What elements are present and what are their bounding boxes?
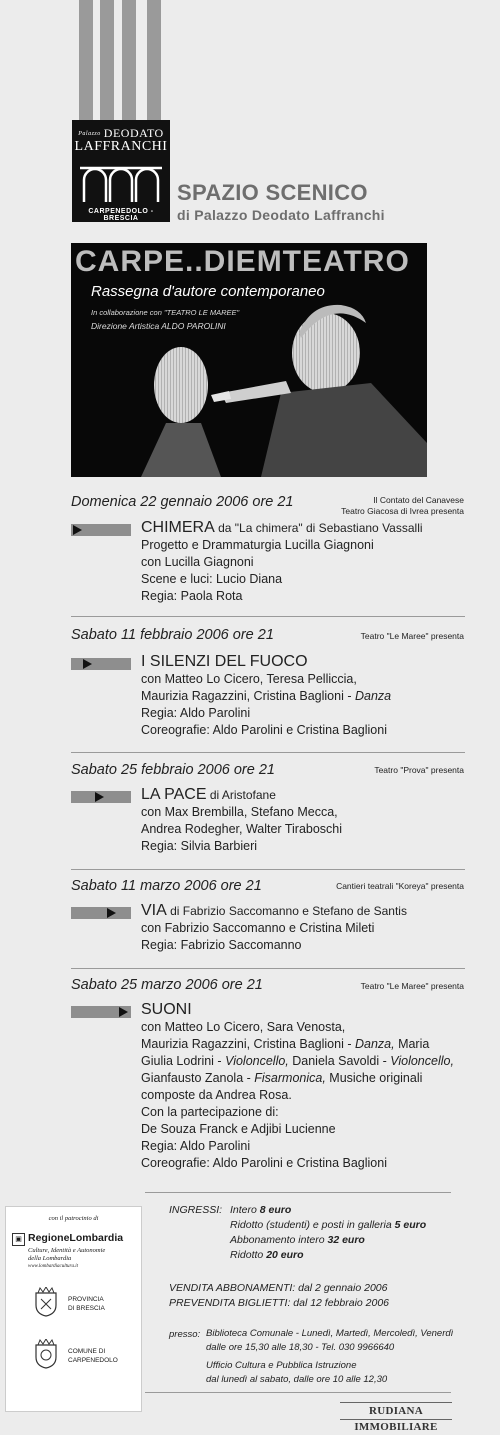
event-marker xyxy=(71,524,131,536)
event-presenter xyxy=(336,881,464,892)
event-line: Coreografie: Aldo Parolini e Cristina Baglioni xyxy=(141,1156,387,1170)
event-details xyxy=(141,653,391,739)
presso-line: dal lunedì al sabato, dalle ore 10 alle 12,30 xyxy=(206,1374,388,1385)
event-line: Regia: Aldo Parolini xyxy=(141,1139,251,1153)
ticket-line: Ridotto (studenti) e posti in galleria 5 euro xyxy=(230,1219,427,1231)
event-details xyxy=(141,519,423,605)
presenter-line: Teatro "Prova" presenta xyxy=(374,765,464,775)
event-marker xyxy=(71,658,131,670)
event-date: Sabato 25 febbraio 2006 ore 21 xyxy=(71,762,275,778)
presso-line: dalle ore 15,30 alle 18,30 - Tel. 030 9966640 xyxy=(206,1342,395,1353)
event-line: Coreografie: Aldo Parolini e Cristina Baglioni xyxy=(141,723,387,737)
arches-icon xyxy=(80,162,162,204)
divider xyxy=(145,1192,451,1193)
comune-line: CARPENEDOLO xyxy=(68,1357,118,1364)
event-date: Sabato 25 marzo 2006 ore 21 xyxy=(71,977,263,993)
presso-details xyxy=(206,1327,453,1387)
tickets-label: INGRESSI: xyxy=(169,1204,223,1216)
region-line: della Lombardia xyxy=(28,1255,72,1262)
logo-line1: DEODATO xyxy=(103,126,164,140)
event-line: con Max Brembilla, Stefano Mecca, xyxy=(141,805,338,819)
presenter-line: Teatro "Le Maree" presenta xyxy=(360,631,464,641)
event-line: con Lucilla Giagnoni xyxy=(141,555,254,569)
play-arrow-icon xyxy=(83,659,92,669)
event-line: Gianfausto Zanola - Fisarmonica, Musiche originali xyxy=(141,1071,423,1085)
event-marker xyxy=(71,907,131,919)
logo-line2: LAFFRANCHI xyxy=(74,139,168,154)
region-line: Culture, Identità e Autonomie xyxy=(28,1247,106,1254)
poster-collaboration: In collaborazione con "TEATRO LE MAREE" xyxy=(91,308,240,317)
event-line: Giulia Lodrini - Violoncello, Daniela Savoldi - Violoncello, xyxy=(141,1054,454,1068)
event-line: Andrea Rodegher, Walter Tiraboschi xyxy=(141,822,343,836)
event-presenter xyxy=(361,981,464,992)
presso-line: Ufficio Cultura e Pubblica Istruzione xyxy=(206,1360,357,1371)
decor-stripe-3 xyxy=(122,0,136,120)
event-title: I SILENZI DEL FUOCO xyxy=(141,653,308,670)
decor-stripe-1 xyxy=(79,0,93,120)
poster-headline: CARPE..DIEMTEATRO xyxy=(75,245,410,278)
presenter-line: Teatro "Le Maree" presenta xyxy=(360,981,464,991)
divider xyxy=(71,752,465,753)
event-title: LA PACE xyxy=(141,786,207,803)
region-emblem-icon: ▣ xyxy=(12,1233,25,1246)
event-line: Progetto e Drammaturgia Lucilla Giagnoni xyxy=(141,538,374,552)
provincia-label xyxy=(68,1295,105,1313)
region-line: www.lombardiacultura.it xyxy=(28,1264,79,1269)
ticket-line: Intero 8 euro xyxy=(230,1204,292,1216)
event-line: composte da Andrea Rosa. xyxy=(141,1088,292,1102)
event-marker xyxy=(71,791,131,803)
poster-direction: Direzione Artistica ALDO PAROLINI xyxy=(91,321,226,331)
event-title: SUONI xyxy=(141,1001,192,1018)
event-title: VIA xyxy=(141,902,167,919)
ticket-price: 20 euro xyxy=(266,1249,304,1261)
event-date: Domenica 22 gennaio 2006 ore 21 xyxy=(71,494,294,510)
divider xyxy=(71,869,465,870)
event-line: Scene e luci: Lucio Diana xyxy=(141,572,283,586)
ticket-prices xyxy=(230,1203,426,1263)
event-presenter xyxy=(374,765,464,776)
decor-stripe-4 xyxy=(147,0,161,120)
event-details xyxy=(141,1001,454,1172)
presenter-line: Il Contato del Canavese xyxy=(373,495,464,505)
event-line: con Matteo Lo Cicero, Sara Venosta, xyxy=(141,1020,346,1034)
sponsor-intro: con il patrocinio di xyxy=(48,1215,99,1222)
sales-dates xyxy=(169,1281,389,1311)
event-details xyxy=(141,786,342,855)
sponsor-panel xyxy=(5,1206,142,1412)
play-arrow-icon xyxy=(95,792,104,802)
play-arrow-icon xyxy=(107,908,116,918)
ticket-line: Ridotto 20 euro xyxy=(230,1249,304,1261)
event-date: Sabato 11 febbraio 2006 ore 21 xyxy=(71,627,274,643)
event-marker xyxy=(71,1006,131,1018)
sponsor-logo: RUDIANA IMMOBILIARE xyxy=(340,1402,452,1420)
ticket-line: Abbonamento intero 32 euro xyxy=(230,1234,365,1246)
provincia-line: DI BRESCIA xyxy=(68,1305,105,1312)
presenter-line: Cantieri teatrali "Koreya" presenta xyxy=(336,881,464,891)
event-date: Sabato 11 marzo 2006 ore 21 xyxy=(71,878,262,894)
poster-tagline: Rassegna d'autore contemporaneo xyxy=(91,283,325,300)
poster-image xyxy=(71,243,427,477)
divider xyxy=(145,1392,451,1393)
comune-crest-icon xyxy=(34,1339,58,1369)
sales-line: PREVENDITA BIGLIETTI: dal 12 febbraio 2006 xyxy=(169,1297,390,1309)
event-line: Regia: Fabrizio Saccomanno xyxy=(141,938,302,952)
event-presenter xyxy=(361,631,464,642)
event-line: Regia: Paola Rota xyxy=(141,589,243,603)
ticket-price: 5 euro xyxy=(394,1219,427,1231)
logo-place: CARPENEDOLO - BRESCIA xyxy=(88,208,154,222)
play-arrow-icon xyxy=(119,1007,128,1017)
event-line: Regia: Aldo Parolini xyxy=(141,706,251,720)
provincia-crest-icon xyxy=(34,1287,58,1317)
region-name: RegioneLombardia xyxy=(28,1232,124,1244)
decor-stripe-2 xyxy=(100,0,114,120)
divider xyxy=(71,616,465,617)
event-line: Maurizia Ragazzini, Cristina Baglioni - Danza, Maria xyxy=(141,1037,430,1051)
comune-line: COMUNE DI xyxy=(68,1348,106,1355)
event-line: con Fabrizio Saccomanno e Cristina Mileti xyxy=(141,921,375,935)
provincia-line: PROVINCIA xyxy=(68,1296,104,1303)
presenter-line: Teatro Giacosa di Ivrea presenta xyxy=(341,506,464,516)
event-line: Regia: Silvia Barbieri xyxy=(141,839,258,853)
page-subtitle: di Palazzo Deodato Laffranchi xyxy=(177,207,385,223)
ticket-price: 8 euro xyxy=(259,1204,292,1216)
event-author: di Fabrizio Saccomanno e Stefano de Santis xyxy=(166,904,407,918)
event-details xyxy=(141,902,407,954)
ticket-price: 32 euro xyxy=(327,1234,365,1246)
divider xyxy=(71,968,465,969)
region-details xyxy=(28,1247,105,1271)
sales-line: VENDITA ABBONAMENTI: dal 2 gennaio 2006 xyxy=(169,1282,388,1294)
event-line: Con la partecipazione di: xyxy=(141,1105,279,1119)
event-line: con Matteo Lo Cicero, Teresa Pelliccia, xyxy=(141,672,357,686)
logo-palazzo: Palazzo xyxy=(78,131,101,138)
play-arrow-icon xyxy=(73,525,82,535)
event-line: De Souza Franck e Adjibi Lucienne xyxy=(141,1122,336,1136)
comune-label xyxy=(68,1347,118,1365)
event-author: di Aristofane xyxy=(206,788,276,802)
event-line: Maurizia Ragazzini, Cristina Baglioni - Danza xyxy=(141,689,392,703)
event-presenter xyxy=(341,495,464,517)
presso-line: Biblioteca Comunale - Lunedì, Martedì, Mercoledì, Venerdì xyxy=(206,1328,454,1339)
page-title: SPAZIO SCENICO xyxy=(177,180,368,205)
event-title: CHIMERA xyxy=(141,519,215,536)
presso-label: presso: xyxy=(169,1329,201,1340)
palazzo-logo xyxy=(72,120,170,222)
event-author: da "La chimera" di Sebastiano Vassalli xyxy=(214,521,423,535)
